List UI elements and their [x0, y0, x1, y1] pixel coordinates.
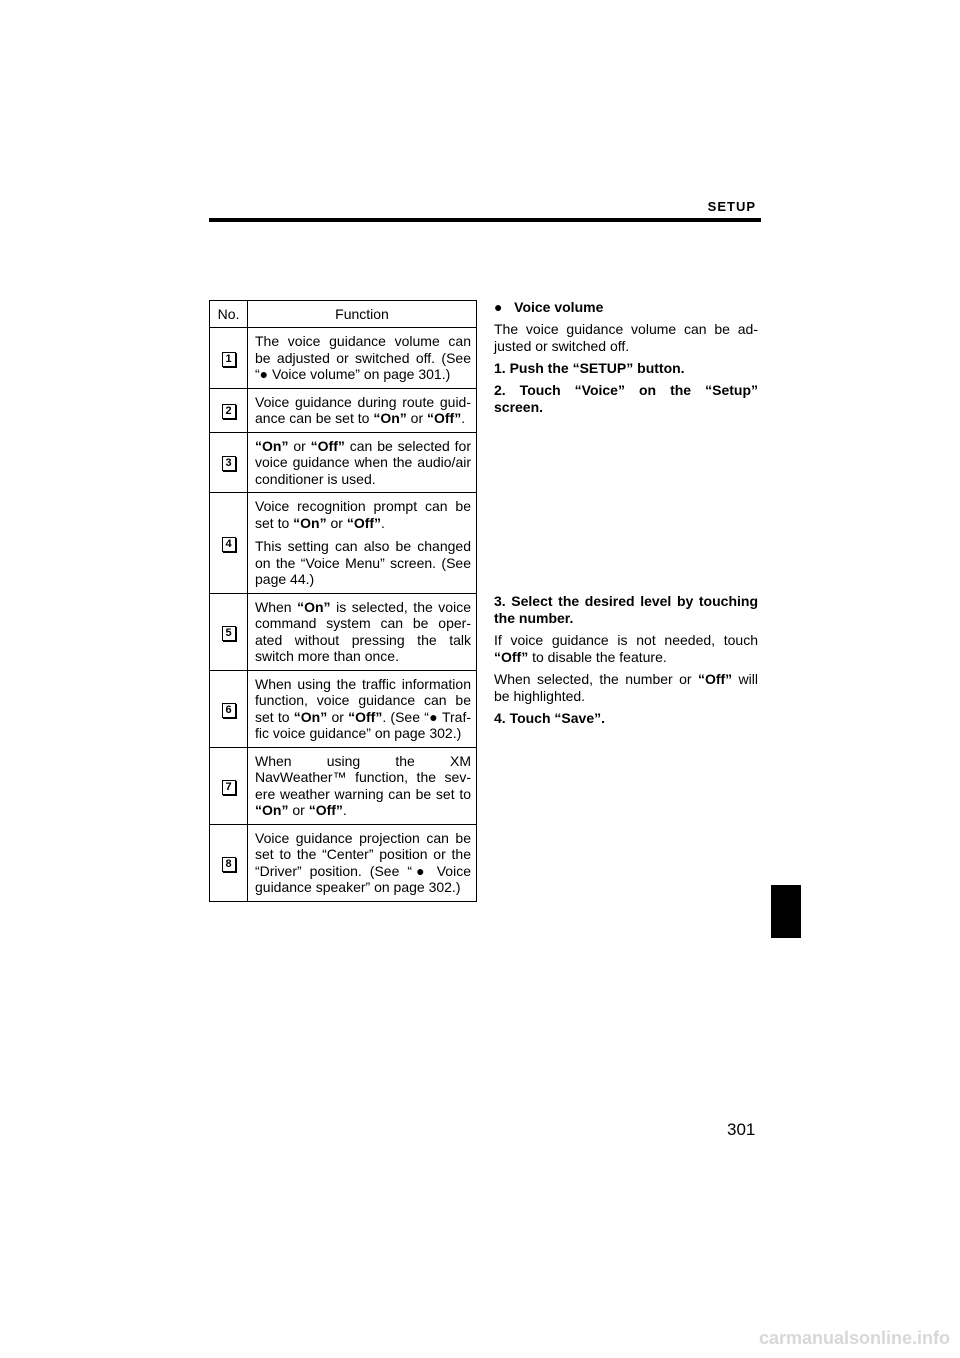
on-option-label: “On”	[297, 598, 331, 615]
row-description	[248, 493, 477, 594]
description-paragraph	[255, 538, 471, 588]
table-row	[210, 593, 477, 670]
row-number-cell	[210, 747, 248, 824]
header-rule	[209, 218, 761, 222]
description-paragraph	[255, 676, 471, 742]
row-description	[248, 328, 477, 389]
row-number-box: 5	[222, 626, 236, 641]
on-option-label: “On”	[255, 437, 289, 454]
table-row	[210, 670, 477, 747]
row-number-cell	[210, 824, 248, 901]
table-header-row	[210, 301, 477, 328]
table-row	[210, 493, 477, 594]
text-run: . (See “	[382, 708, 429, 725]
text-run: .	[461, 410, 466, 426]
step-1: 1. Push the “SETUP” button.	[494, 360, 685, 376]
row-number-cell	[210, 593, 248, 670]
text-run: .	[342, 802, 347, 818]
text-run: or	[326, 514, 347, 531]
on-option-label: “On”	[293, 708, 328, 725]
text-run: This setting can also be changed on the “Voice Menu” screen. (See page 44.)	[255, 538, 471, 587]
description-paragraph	[255, 599, 471, 665]
text-run: Voice guidance speaker” on page 302.)	[255, 862, 471, 895]
row-number-box: 3	[222, 456, 236, 471]
note-paragraph	[494, 632, 758, 666]
text-run: will be highlighted.	[494, 671, 758, 704]
row-number-cell	[210, 493, 248, 594]
text-run: Voice guidance projection can be set to the “Center” position or the “Driver” position. (See “	[255, 829, 471, 879]
row-number-cell	[210, 670, 248, 747]
table-row	[210, 328, 477, 389]
on-option-label: “On”	[293, 514, 327, 531]
text-run: Voice volume” on page 301.)	[268, 366, 451, 382]
row-description	[248, 747, 477, 824]
section-heading	[494, 299, 758, 316]
row-description	[248, 593, 477, 670]
text-run: When using the XM NavWeather™ function, the sev-ere weather warning can be set to	[255, 752, 471, 802]
table-row	[210, 432, 477, 493]
row-number-cell	[210, 388, 248, 432]
row-number-box: 2	[222, 404, 236, 419]
step-2: 2. Touch “Voice” on the “Setup” screen.	[494, 382, 758, 415]
off-option-label: “Off”	[697, 671, 733, 687]
step-3: 3. Select the desired level by touching the number.	[494, 593, 758, 626]
page-number: 301	[727, 1120, 756, 1139]
bullet-icon: ●	[412, 862, 429, 879]
function-table	[209, 300, 477, 902]
bullet-icon: ●	[259, 366, 269, 382]
step-4: 4. Touch “Save”.	[494, 710, 605, 726]
section-header-label: SETUP	[707, 199, 756, 214]
text-run: or	[288, 802, 309, 818]
text-run: If voice guidance is not needed, touch	[494, 632, 758, 648]
row-description	[248, 388, 477, 432]
right-column	[494, 299, 758, 732]
description-paragraph	[255, 830, 471, 896]
text-run: Voice recognition prompt can be set to	[255, 498, 471, 531]
row-description	[248, 824, 477, 901]
column-header-function: Function	[248, 301, 477, 328]
table-row	[210, 747, 477, 824]
text-run: Traf-fic voice guidance” on page 302.)	[255, 708, 471, 741]
row-number-box: 4	[222, 537, 236, 552]
off-option-label: “Off”	[346, 514, 382, 531]
off-option-label: “Off”	[310, 437, 345, 454]
table-row	[210, 388, 477, 432]
text-run: When	[255, 598, 298, 615]
text-run: Voice guidance during route guid-ance can be set to	[255, 393, 471, 426]
text-run: can be selected for voice guidance when the audio/air conditioner is used.	[255, 437, 471, 487]
row-number-cell	[210, 432, 248, 493]
row-description	[248, 432, 477, 493]
screen-illustration-space	[494, 421, 758, 593]
intro-text: The voice guidance volume can be ad-justed or switched off.	[494, 321, 758, 354]
text-run: or	[288, 437, 311, 454]
watermark: carmanualsonline.info	[758, 1328, 950, 1348]
off-option-label: “Off”	[494, 649, 529, 665]
row-number-box: 8	[222, 857, 236, 872]
description-paragraph	[255, 498, 471, 531]
column-header-no: No.	[210, 301, 248, 328]
text-run: or	[327, 708, 349, 725]
text-run: is selected, the voice command system can be oper-ated without pressing the talk switch more than once.	[255, 598, 471, 664]
text-run: When using the traffic information function, voice guidance can be set to	[255, 675, 471, 725]
row-description	[248, 670, 477, 747]
description-paragraph	[255, 438, 471, 488]
text-run: .	[381, 514, 385, 531]
bullet-icon: ●	[428, 708, 438, 725]
row-number-box: 7	[222, 780, 236, 795]
text-run: The voice guidance volume can be adjusted or switched off. (See “	[255, 333, 471, 382]
text-run: to disable the feature.	[528, 649, 667, 665]
text-run: When selected, the number or	[494, 671, 698, 687]
table-row	[210, 824, 477, 901]
heading-text: Voice volume	[514, 299, 604, 315]
description-paragraph	[255, 753, 471, 819]
on-option-label: “On”	[373, 410, 407, 426]
row-number-cell	[210, 328, 248, 389]
note-paragraph	[494, 671, 758, 705]
off-option-label: “Off”	[427, 410, 462, 426]
chapter-tab-marker	[771, 885, 801, 938]
on-option-label: “On”	[255, 802, 289, 818]
row-number-box: 1	[222, 352, 236, 367]
description-paragraph	[255, 333, 471, 383]
description-paragraph	[255, 394, 471, 427]
off-option-label: “Off”	[308, 802, 343, 818]
text-run: or	[406, 410, 427, 426]
bullet-icon: ●	[494, 299, 503, 315]
off-option-label: “Off”	[348, 708, 383, 725]
row-number-box: 6	[222, 703, 236, 718]
